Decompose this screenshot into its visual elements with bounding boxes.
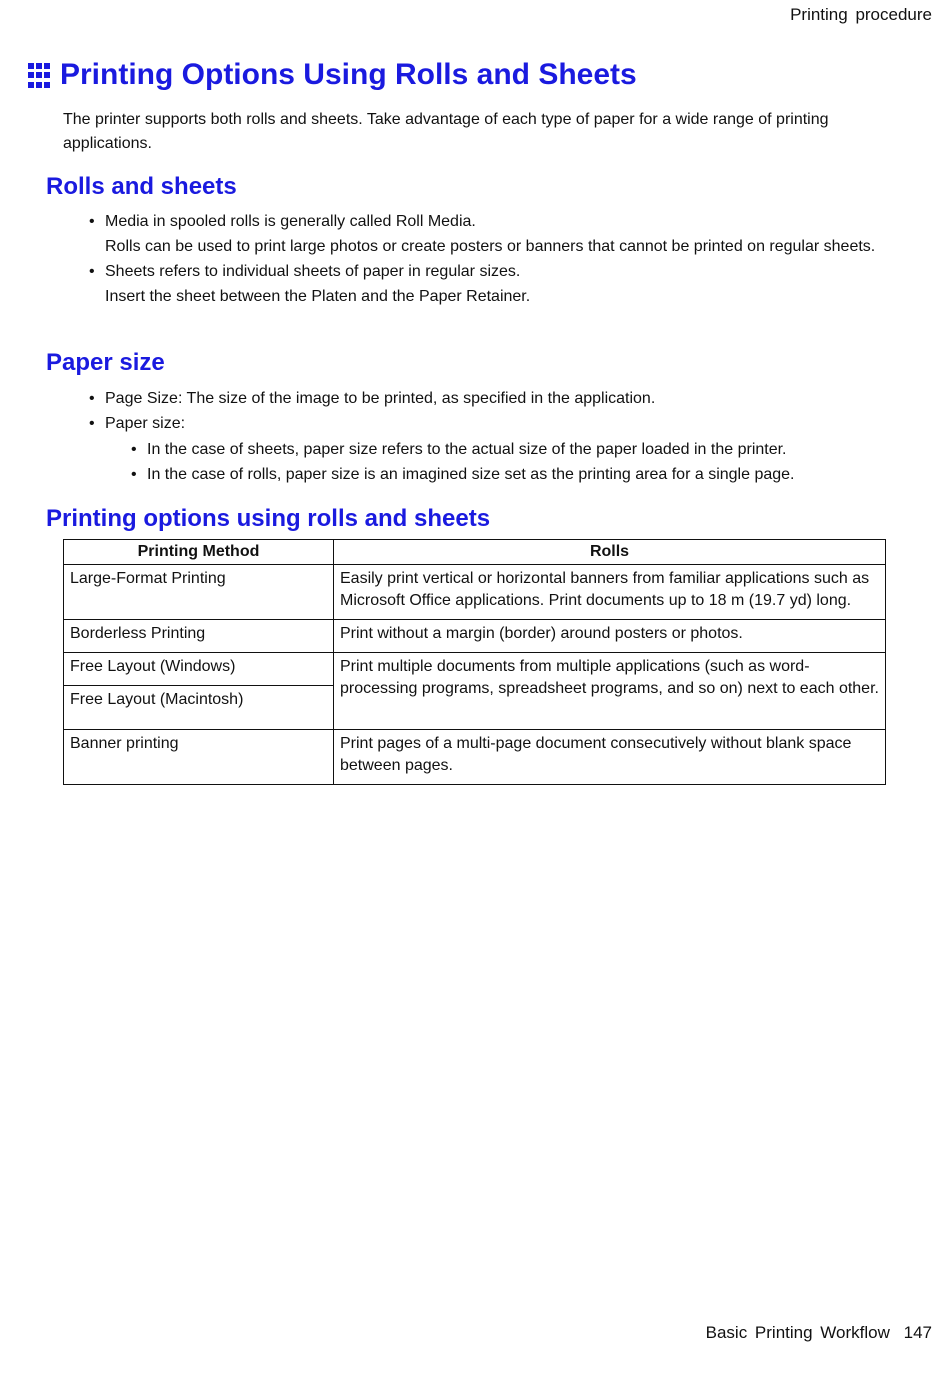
method-cell: Free Layout (Macintosh) — [64, 686, 334, 730]
list-item-detail: Insert the sheet between the Platen and the Paper Retainer. — [105, 288, 531, 305]
heading-paper-size: Paper size — [46, 349, 165, 376]
rolls-cell: Print without a margin (border) around posters or photos. — [334, 620, 886, 653]
heading-rolls-and-sheets: Rolls and sheets — [46, 173, 237, 200]
footer-section: Basic Printing Workflow — [705, 1323, 890, 1342]
heading-printing-options: Printing options using rolls and sheets — [46, 505, 491, 532]
list-item-text: Paper size: — [105, 415, 186, 432]
sub-list-item: • In the case of rolls, paper size is an imagined size set as the printing area for a single page. — [130, 464, 888, 486]
column-header: Rolls — [334, 540, 886, 565]
rolls-cell: Print pages of a multi-page document consecutively without blank space between pages. — [334, 730, 886, 785]
method-cell: Borderless Printing — [64, 620, 334, 653]
rolls-cell: Easily print vertical or horizontal banners from familiar applications such as Microsoft Office applications. Print documents up to 18 m (19.7 yd) long. — [334, 565, 886, 620]
list-item-detail: Rolls can be used to print large photos or create posters or banners that cannot be printed on regular sheets. — [105, 238, 876, 255]
page-title-text: Printing Options Using Rolls and Sheets — [60, 58, 637, 91]
rolls-cell: Print multiple documents from multiple applications (such as word-processing programs, spreadsheet programs, and so on) next to each other. — [334, 653, 886, 730]
list-item-text: Media in spooled rolls is generally called Roll Media. — [105, 213, 476, 230]
table-row — [64, 565, 886, 620]
table-row — [64, 620, 886, 653]
list-item — [88, 413, 888, 486]
table-row — [64, 730, 886, 785]
page-number: 147 — [903, 1323, 932, 1342]
sub-list — [130, 439, 888, 486]
running-footer — [706, 1323, 932, 1343]
list-item — [88, 261, 888, 308]
printing-options-table — [63, 539, 886, 785]
running-header: Printing procedure — [790, 5, 932, 24]
table-header-row — [64, 540, 886, 565]
method-cell: Free Layout (Windows) — [64, 653, 334, 686]
rolls-and-sheets-list — [88, 211, 888, 311]
intro-paragraph: The printer supports both rolls and sheets. Take advantage of each type of paper for a wide range of printing applications. — [63, 111, 829, 152]
list-item — [88, 211, 888, 258]
list-item-text: Page Size: The size of the image to be printed, as specified in the application. — [105, 390, 656, 407]
method-cell: Large-Format Printing — [64, 565, 334, 620]
section-grid-icon — [28, 63, 54, 89]
column-header: Printing Method — [64, 540, 334, 565]
page-title — [28, 58, 637, 92]
method-cell: Banner printing — [64, 730, 334, 785]
table-row — [64, 653, 886, 686]
paper-size-list — [88, 388, 888, 489]
sub-list-item: • In the case of sheets, paper size refers to the actual size of the paper loaded in the printer. — [130, 439, 888, 461]
list-item — [88, 388, 888, 410]
list-item-text: Sheets refers to individual sheets of paper in regular sizes. — [105, 263, 521, 280]
